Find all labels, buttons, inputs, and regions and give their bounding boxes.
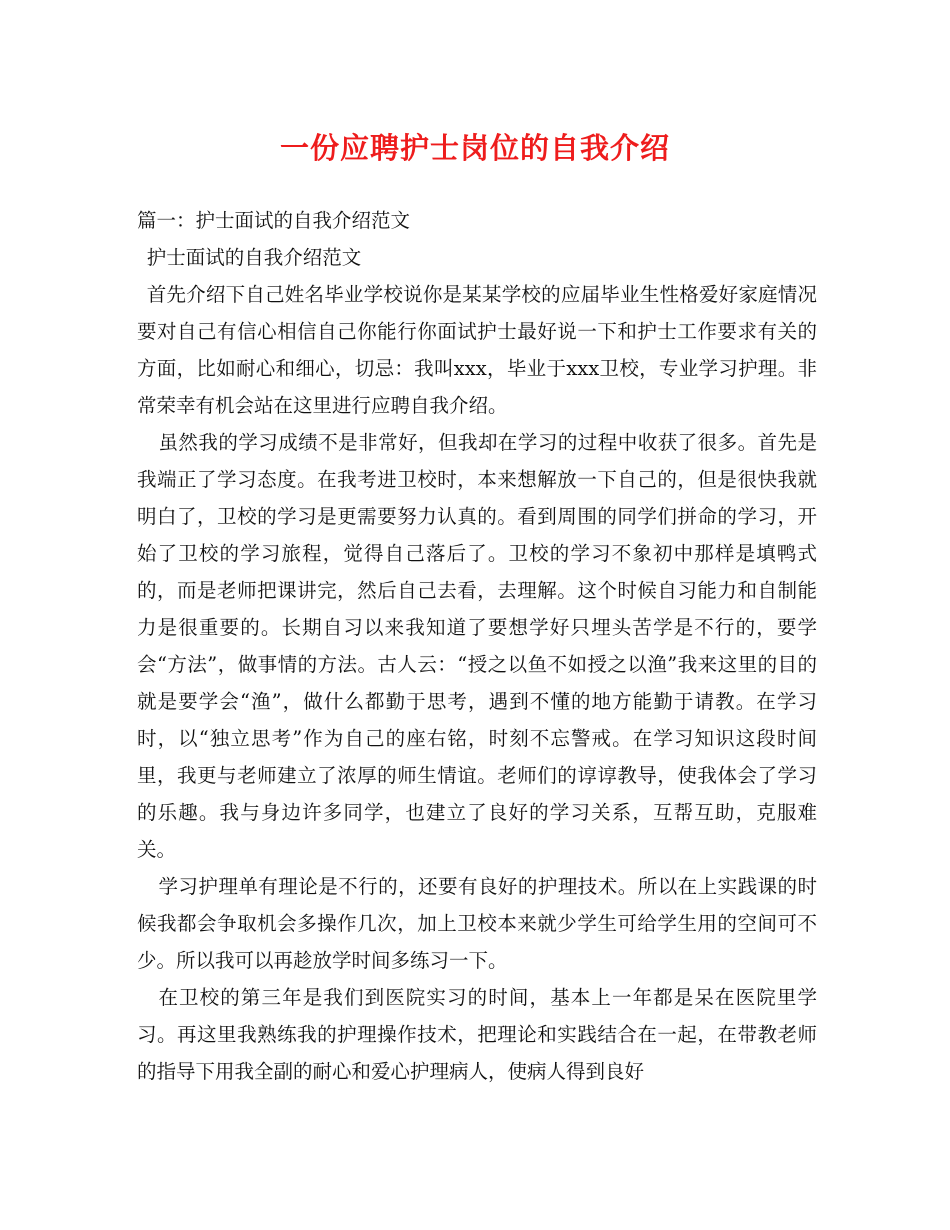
sub-heading: 护士面试的自我介绍范文 bbox=[146, 246, 362, 269]
paragraph-1: 首先介绍下自己姓名毕业学校说你是某某学校的应届毕业生性格爱好家庭情况要对自己有信心相信自己你能行你面试护士最好说一下和护士工作要求有关的方面，比如耐心和细心，切忌：我叫xxx，毕业于xxx卫校，专业学习护理。非常荣幸有机会站在这里进行应聘自我介绍。 bbox=[137, 283, 817, 417]
paragraph-4: 在卫校的第三年是我们到医院实习的时间，基本上一年都是呆在医院里学习。再这里我熟练我的护理操作技术，把理论和实践结合在一起，在带教老师的指导下用我全副的耐心和爱心护理病人，使病人得到良好 bbox=[137, 986, 817, 1083]
paragraph-2: 虽然我的学习成绩不是非常好，但我却在学习的过程中收获了很多。首先是我端正了学习态度。在我考进卫校时，本来想解放一下自己的，但是很快我就明白了，卫校的学习是更需要努力认真的。看到周围的同学们拼命的学习，开始了卫校的学习旅程，觉得自己落后了。卫校的学习不象初中那样是填鸭式的，而是老师把课讲完，然后自己去看，去理解。这个时候自习能力和自制能力是很重要的。长期自习以来我知道了要想学好只埋头苦学是不行的，要学会“方法”，做事情的方法。古人云：“授之以鱼不如授之以渔”我来这里的目的就是要学会“渔”，做什么都勤于思考，遇到不懂的地方能勤于请教。在学习时，以“独立思考”作为自己的座右铭，时刻不忘警戒。在学习知识这段时间里，我更与老师建立了浓厚的师生情谊。老师们的谆谆教导，使我体会了学习的乐趣。我与身边许多同学，也建立了良好的学习关系，互帮互助，克服难关。 bbox=[137, 431, 817, 861]
document-title: 一份应聘护士岗位的自我介绍 bbox=[279, 131, 670, 165]
paragraph-3: 学习护理单有理论是不行的，还要有良好的护理技术。所以在上实践课的时候我都会争取机会多操作几次，加上卫校本来就少学生可给学生用的空间可不少。所以我可以再趁放学时间多练习一下。 bbox=[137, 875, 817, 972]
section-heading: 篇一：护士面试的自我介绍范文 bbox=[137, 209, 411, 232]
document-body bbox=[137, 202, 817, 1090]
